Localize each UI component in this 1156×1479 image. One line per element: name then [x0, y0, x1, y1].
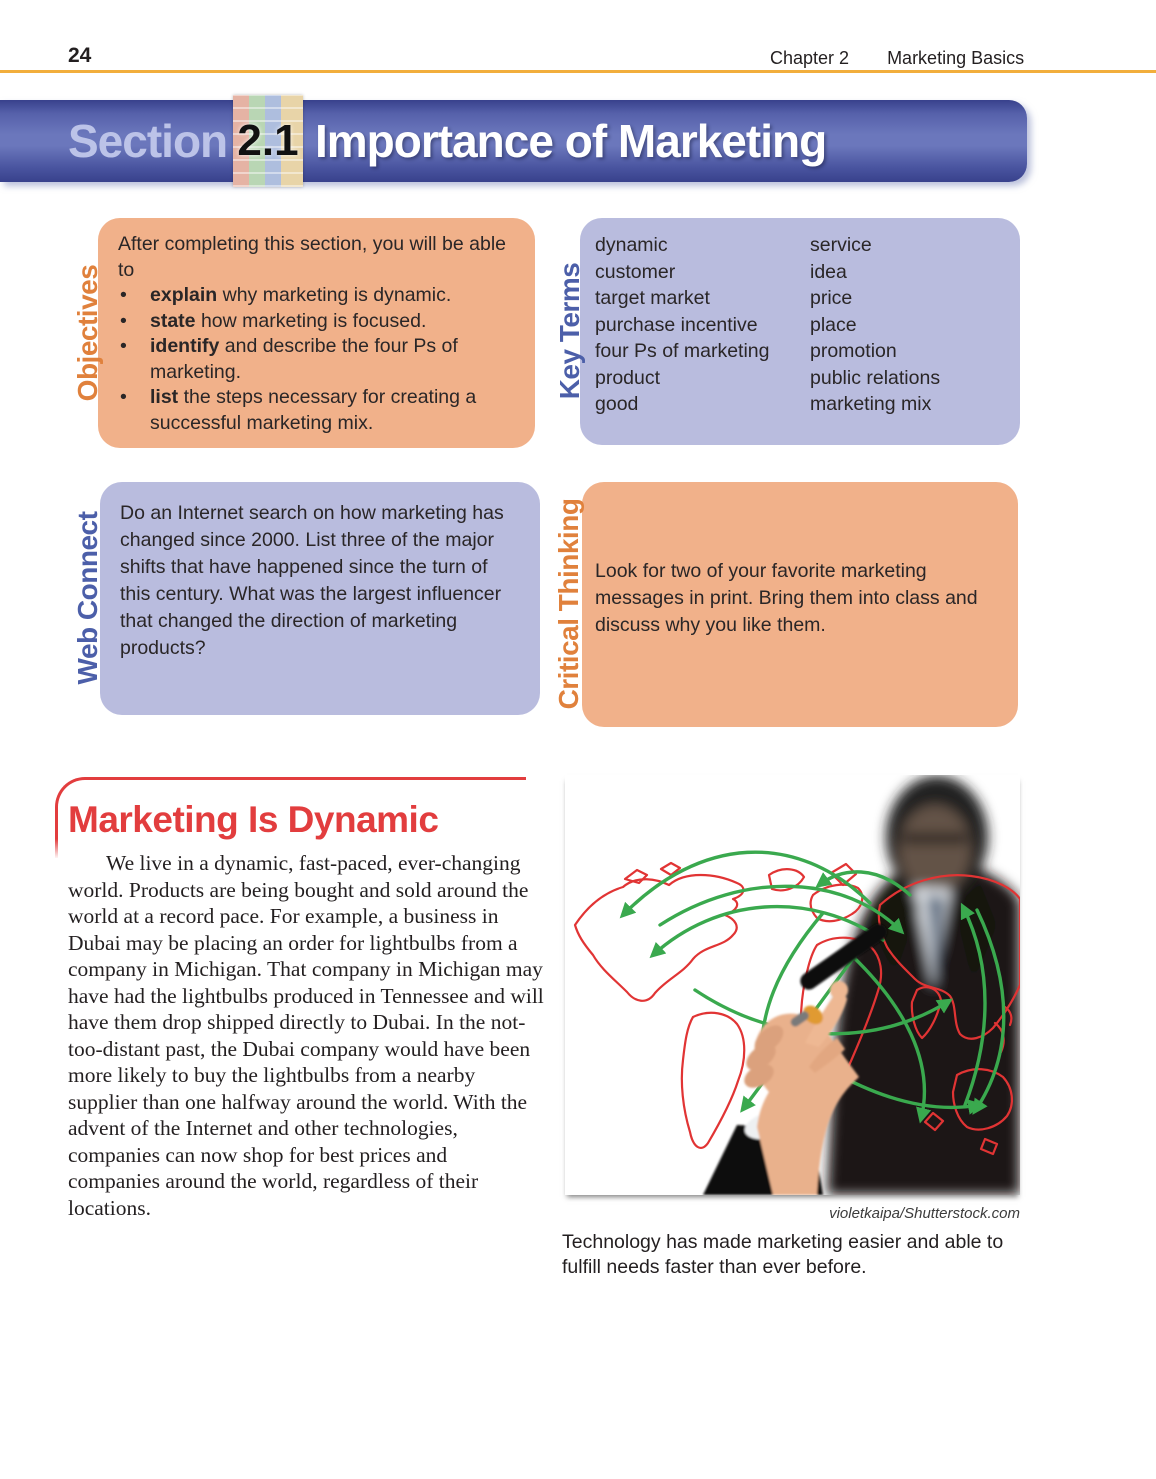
critical-thinking-label: Critical Thinking — [553, 498, 584, 710]
bullet-icon: • — [120, 386, 127, 408]
objective-lead: list — [150, 386, 179, 408]
key-term: dynamic — [595, 234, 668, 256]
header-chapter: Chapter 2 — [770, 48, 850, 68]
critical-thinking-box — [582, 482, 1018, 727]
key-term: promotion — [810, 340, 897, 362]
key-term: service — [810, 234, 872, 256]
section-label: Section — [68, 115, 228, 167]
objective-text: the steps necessary for creating a successful marketing mix. — [150, 386, 477, 434]
objective-text: how marketing is focused. — [195, 309, 427, 332]
objective-item — [118, 385, 521, 436]
key-terms-label: Key Terms — [554, 262, 585, 400]
world-map-drawing-photo — [565, 775, 1020, 1195]
section-number: 2.1 — [237, 116, 299, 165]
key-term: marketing mix — [810, 393, 932, 415]
key-term: target market — [595, 287, 710, 309]
objective-lead: explain — [150, 284, 218, 306]
section-banner — [0, 100, 1027, 182]
section-number-badge — [233, 95, 303, 187]
key-term: purchase incentive — [595, 313, 758, 336]
key-term: good — [595, 393, 639, 415]
bullet-icon: • — [120, 284, 127, 306]
key-terms-box — [580, 218, 1020, 445]
key-term: idea — [810, 260, 847, 283]
body-paragraph: We live in a dynamic, fast-paced, ever-changing world. Products are being bought and sold around the world at a record pace. For example, a business in Dubai may be placing an order for lightbulbs from a company in Michigan. That company in Michigan may have had the lightbulbs produced in Tennessee and will have them drop shipped directly to Dubai. In the not-too-distant past, the Dubai company would have been more likely to buy the lightbulbs from a nearby supplier than one halfway around the world. With the advent of the Internet and other technologies, companies can now shop for best prices and companies around the world, regardless of their locations. — [68, 851, 544, 1220]
objective-item — [118, 309, 521, 335]
web-connect-text: Do an Internet search on how marketing has changed since 2000. List three of the major shifts that have happened since the turn of this century. What was the largest influencer that changed the direction of marketing products? — [120, 502, 504, 659]
key-term: product — [595, 366, 661, 389]
key-term: place — [810, 313, 857, 336]
objective-lead: identify — [150, 335, 220, 357]
section-title: Importance of Marketing — [315, 115, 827, 167]
critical-thinking-text: Look for two of your favorite marketing messages in print. Bring them into class and discuss why you like them. — [595, 560, 978, 636]
header-rule — [0, 70, 1156, 73]
key-terms-column-2 — [810, 232, 940, 418]
page-number: 24 — [68, 44, 92, 67]
objectives-intro: After completing this section, you will be able to — [118, 233, 507, 281]
objective-text: and describe the four Ps of marketing. — [150, 335, 458, 383]
header-book-title: Marketing Basics — [887, 48, 1025, 68]
figure-image — [565, 775, 1020, 1195]
key-term: public relations — [810, 366, 941, 389]
article-heading: Marketing Is Dynamic — [68, 799, 439, 840]
objectives-label: Objectives — [72, 264, 103, 402]
objective-item — [118, 334, 521, 385]
figure-caption: Technology has made marketing easier and able to fulfill needs faster than ever before. — [562, 1231, 1004, 1278]
web-connect-label: Web Connect — [72, 511, 103, 685]
bullet-icon: • — [120, 309, 127, 332]
running-header — [770, 48, 1024, 69]
objectives-list — [118, 283, 521, 436]
objectives-box — [98, 218, 535, 448]
objective-item — [118, 283, 521, 309]
objective-text: why marketing is dynamic. — [217, 284, 452, 306]
key-term: price — [810, 287, 853, 309]
bullet-icon: • — [120, 335, 127, 357]
web-connect-box — [100, 482, 540, 715]
key-term: customer — [595, 260, 676, 283]
key-terms-column-1 — [595, 232, 810, 418]
key-term: four Ps of marketing — [595, 340, 770, 362]
figure-credit: violetkaipa/Shutterstock.com — [829, 1205, 1020, 1222]
objective-lead: state — [150, 309, 196, 332]
